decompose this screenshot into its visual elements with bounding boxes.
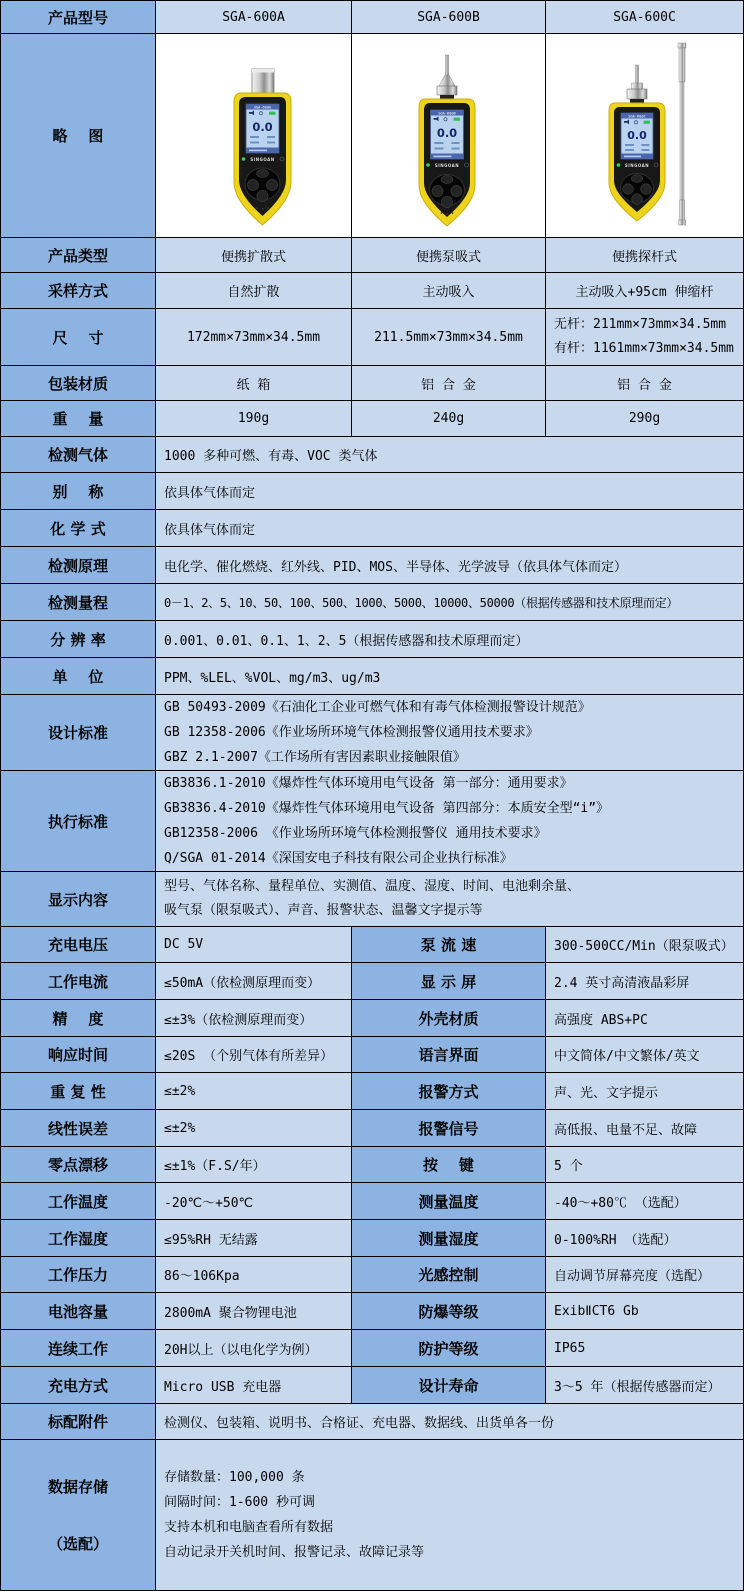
- weight-a: 190g: [156, 401, 352, 437]
- spec-label-display-content: 显示内容: [1, 872, 156, 927]
- size-a: 172mm×73mm×34.5mm: [156, 309, 352, 366]
- sketch-cell-a: [156, 34, 352, 238]
- probe-rod-icon: [445, 55, 449, 76]
- spec-label-accessories: 标配附件: [1, 1404, 156, 1440]
- spec-label: 连续工作: [1, 1330, 156, 1367]
- device-screen-title: SGA-600A: [253, 105, 272, 109]
- battery-icon: [644, 120, 651, 123]
- status-led: [426, 163, 430, 167]
- spec-label-units: 单 位: [1, 658, 156, 695]
- model-name-a: SGA-600A: [156, 1, 352, 34]
- spec-label-sampling: 采样方式: [1, 273, 156, 309]
- spec-label: 防护等级: [352, 1330, 546, 1367]
- spec-value: ≤±1%（F.S/年）: [156, 1147, 352, 1183]
- spec-value-data-storage: [156, 1440, 744, 1591]
- spec-value: ≤50mA（依检测原理而变）: [156, 963, 352, 1000]
- spec-label: 电池容量: [1, 1293, 156, 1330]
- probe-cone-icon: [439, 75, 455, 86]
- spec-label-size: 尺 寸: [1, 309, 156, 366]
- spec-label-weight: 重 量: [1, 401, 156, 437]
- spec-value: -40～+80℃ （选配）: [546, 1183, 744, 1220]
- spec-value: 3～5 年（根据传感器而定）: [546, 1367, 744, 1404]
- telescopic-rod-icon: [678, 43, 686, 48]
- device-brand: SINGOAN: [250, 156, 275, 162]
- spec-label-principle: 检测原理: [1, 547, 156, 584]
- spec-value-range: 0－1、2、5、10、50、100、500、1000、5000、10000、50000（根据传感器和技术原理而定）: [156, 584, 744, 621]
- spec-label: 语言界面: [352, 1037, 546, 1073]
- size-c: [546, 309, 744, 366]
- spec-value-formula: 依具体气体而定: [156, 510, 744, 547]
- spec-label-exec-standard: 执行标准: [1, 771, 156, 872]
- spec-value: 300-500CC/Min（限泵吸式）: [546, 927, 744, 963]
- device-image-sga-600b: [352, 35, 546, 237]
- spec-value-accessories: 检测仪、包装箱、说明书、合格证、充电器、数据线、出货单各一份: [156, 1404, 744, 1440]
- design-standard-line: GB 50493-2009《石油化工企业可燃气体和有毒气体检测报警设计规范》: [164, 700, 591, 715]
- spec-label: 外壳材质: [352, 1000, 546, 1037]
- packing-a: 纸 箱: [156, 366, 352, 401]
- spec-label: 响应时间: [1, 1037, 156, 1073]
- sampling-b: 主动吸入: [352, 273, 546, 309]
- spec-value-design-standard: [156, 695, 744, 771]
- device-image-sga-600c: [546, 35, 744, 237]
- spec-label: 报警信号: [352, 1110, 546, 1147]
- spec-label: 充电方式: [1, 1367, 156, 1404]
- spec-value: ≤20S （个别气体有所差异）: [156, 1037, 352, 1073]
- spec-label-gases: 检测气体: [1, 437, 156, 473]
- spec-value: DC 5V: [156, 927, 352, 963]
- data-storage-label-line2: （选配）: [47, 1535, 108, 1553]
- size-c-line1: 无杆：211mm×73mm×34.5mm: [554, 317, 727, 332]
- packing-c: 铝 合 金: [546, 366, 744, 401]
- sketch-cell-b: [352, 34, 546, 238]
- spec-label-design-standard: 设计标准: [1, 695, 156, 771]
- spec-value: 86～106Kpa: [156, 1257, 352, 1293]
- battery-icon: [269, 111, 276, 114]
- spec-value-alias: 依具体气体而定: [156, 473, 744, 510]
- weight-c: 290g: [546, 401, 744, 437]
- spec-value-display-content: [156, 872, 744, 927]
- spec-value-gases: 1000 多种可燃、有毒、VOC 类气体: [156, 437, 744, 473]
- spec-label: 工作湿度: [1, 1220, 156, 1257]
- spec-label: 工作压力: [1, 1257, 156, 1293]
- exec-standard-line: Q/SGA 01-2014《深国安电子科技有限公司企业执行标准》: [164, 851, 513, 866]
- spec-label-range: 检测量程: [1, 584, 156, 621]
- device-brand: SINGOAN: [434, 162, 460, 168]
- model-name-c: SGA-600C: [546, 1, 744, 34]
- product-type-a: 便携扩散式: [156, 238, 352, 273]
- status-led: [242, 157, 246, 161]
- header-label-product-model: 产品型号: [1, 1, 156, 34]
- spec-value: 中文简体/中文繁体/英文: [546, 1037, 744, 1073]
- spec-value: ≤95%RH 无结露: [156, 1220, 352, 1257]
- spec-label: 报警方式: [352, 1073, 546, 1110]
- spec-label-formula: 化 学 式: [1, 510, 156, 547]
- spec-value: ExibⅡCT6 Gb: [546, 1293, 744, 1330]
- spec-label: 工作温度: [1, 1183, 156, 1220]
- size-b: 211.5mm×73mm×34.5mm: [352, 309, 546, 366]
- spec-value: ≤±2%: [156, 1073, 352, 1110]
- spec-value: 高强度 ABS+PC: [546, 1000, 744, 1037]
- packing-b: 铝 合 金: [352, 366, 546, 401]
- spec-value: ≤±2%: [156, 1110, 352, 1147]
- design-standard-line: GB 12358-2006《作业场所环境气体检测报警仪通用技术要求》: [164, 725, 539, 740]
- spec-value: 2.4 英寸高清液晶彩屏: [546, 963, 744, 1000]
- spec-label-packing: 包装材质: [1, 366, 156, 401]
- battery-icon: [454, 117, 461, 120]
- spec-label: 工作电流: [1, 963, 156, 1000]
- spec-label: 重 复 性: [1, 1073, 156, 1110]
- device-screen-reading: 0.0: [252, 119, 273, 134]
- display-content-line: 型号、气体名称、量程单位、实测值、温度、湿度、时间、电池剩余量、: [164, 879, 581, 894]
- spec-label: 精 度: [1, 1000, 156, 1037]
- spec-value-exec-standard: [156, 771, 744, 872]
- spec-value-principle: 电化学、催化燃烧、红外线、PID、MOS、半导体、光学波导（依具体气体而定）: [156, 547, 744, 584]
- spec-label: 按 键: [352, 1147, 546, 1183]
- data-storage-line: 自动记录开关机时间、报警记录、故障记录等: [164, 1545, 425, 1560]
- data-storage-line: 支持本机和电脑查看所有数据: [164, 1520, 334, 1535]
- spec-label-sketch: 略 图: [1, 34, 156, 238]
- spec-value: 2800mA 聚合物锂电池: [156, 1293, 352, 1330]
- spec-value: 0-100%RH （选配）: [546, 1220, 744, 1257]
- spec-label-product-type: 产品类型: [1, 238, 156, 273]
- spec-value: 高低报、电量不足、故障: [546, 1110, 744, 1147]
- product-type-b: 便携泵吸式: [352, 238, 546, 273]
- display-content-line: 吸气泵（限泵吸式）、声音、报警状态、温馨文字提示等: [164, 903, 483, 918]
- data-storage-label-line1: 数据存储: [47, 1478, 108, 1496]
- product-type-c: 便携探杆式: [546, 238, 744, 273]
- spec-label: 线性误差: [1, 1110, 156, 1147]
- exec-standard-line: GB3836.4-2010《爆炸性气体环境用电气设备 第四部分：本质安全型“i”》: [164, 801, 610, 816]
- data-storage-line: 存储数量：100,000 条: [164, 1470, 305, 1485]
- sketch-cell-c: [546, 34, 744, 238]
- spec-value: ≤±3%（依检测原理而变）: [156, 1000, 352, 1037]
- spec-value: -20℃～+50℃: [156, 1183, 352, 1220]
- spec-value-resolution: 0.001、0.01、0.1、1、2、5（根据传感器和技术原理而定）: [156, 621, 744, 658]
- spec-label: 泵 流 速: [352, 927, 546, 963]
- spec-value: 5 个: [546, 1147, 744, 1183]
- spec-label-data-storage: [1, 1440, 156, 1591]
- spec-label-resolution: 分 辨 率: [1, 621, 156, 658]
- design-standard-line: GBZ 2.1-2007《工作场所有害因素职业接触限值》: [164, 750, 466, 765]
- spec-value: 自动调节屏幕亮度（选配）: [546, 1257, 744, 1293]
- device-screen-title: SGA-600C: [628, 114, 646, 118]
- size-c-line2: 有杆：1161mm×73mm×34.5mm: [554, 341, 734, 356]
- probe-rod-icon: [635, 65, 639, 83]
- spec-value: Micro USB 充电器: [156, 1367, 352, 1404]
- device-image-sga-600a: [156, 35, 352, 237]
- spec-label: 充电电压: [1, 927, 156, 963]
- spec-value: 声、光、文字提示: [546, 1073, 744, 1110]
- spec-label: 光感控制: [352, 1257, 546, 1293]
- spec-label: 测量温度: [352, 1183, 546, 1220]
- status-led: [617, 163, 621, 167]
- device-screen-reading: 0.0: [627, 128, 647, 142]
- spec-label: 显 示 屏: [352, 963, 546, 1000]
- model-name-b: SGA-600B: [352, 1, 546, 34]
- weight-b: 240g: [352, 401, 546, 437]
- spec-label: 防爆等级: [352, 1293, 546, 1330]
- data-storage-line: 间隔时间：1-600 秒可调: [164, 1495, 315, 1510]
- sampling-c: 主动吸入+95cm 伸缩杆: [546, 273, 744, 309]
- sampling-a: 自然扩散: [156, 273, 352, 309]
- exec-standard-line: GB3836.1-2010《爆炸性气体环境用电气设备 第一部分：通用要求》: [164, 776, 573, 791]
- device-screen-title: SGA-600B: [438, 111, 456, 115]
- spec-label: 测量湿度: [352, 1220, 546, 1257]
- spec-label: 设计寿命: [352, 1367, 546, 1404]
- spec-value-units: PPM、%LEL、%VOL、mg/m3、ug/m3: [156, 658, 744, 695]
- exec-standard-line: GB12358-2006 《作业场所环境气体检测报警仪 通用技术要求》: [164, 826, 547, 841]
- sensor-cap-icon: [252, 69, 274, 93]
- spec-value: IP65: [546, 1330, 744, 1367]
- spec-label-alias: 别 称: [1, 473, 156, 510]
- device-screen-reading: 0.0: [436, 125, 458, 140]
- device-brand: SINGOAN: [624, 162, 650, 168]
- spec-label: 零点漂移: [1, 1147, 156, 1183]
- spec-value: 20H以上（以电化学为例）: [156, 1330, 352, 1367]
